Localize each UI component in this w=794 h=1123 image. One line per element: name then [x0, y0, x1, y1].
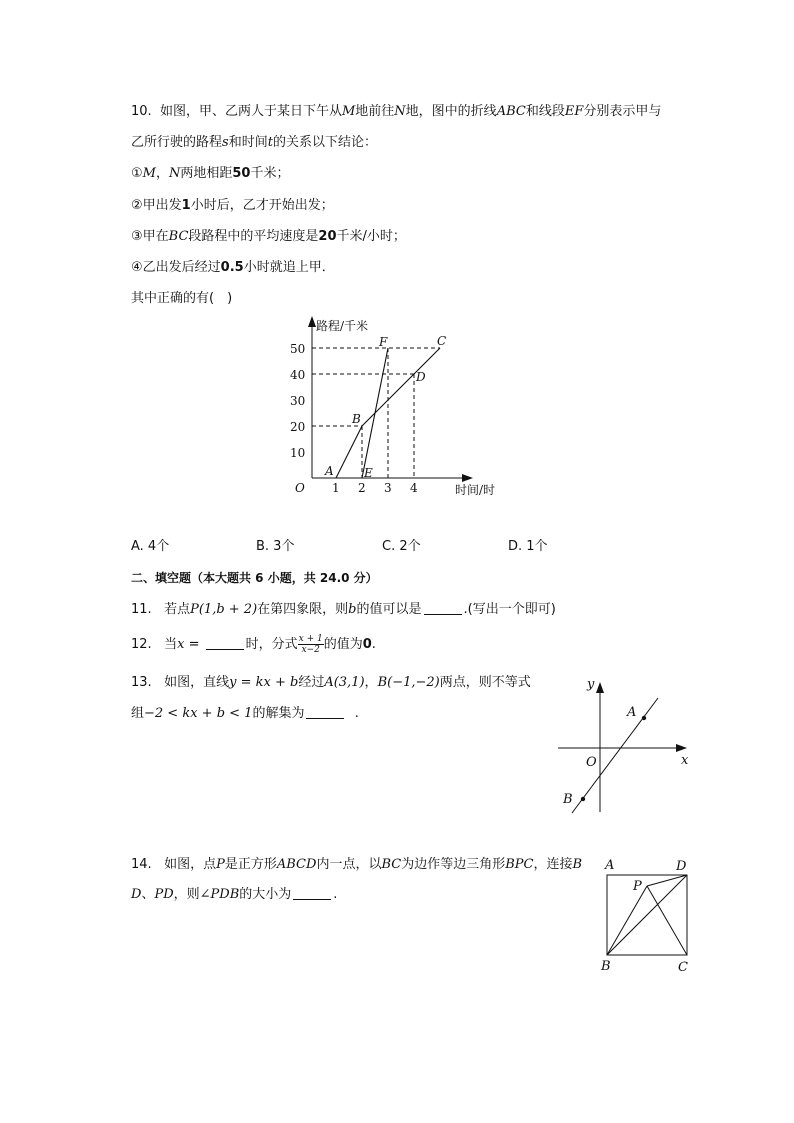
q13-line2-c: .	[354, 706, 359, 721]
conclusion-2-a: ②甲出发	[131, 198, 182, 213]
q10-stem-d: 和线段	[525, 104, 565, 119]
conclusion-3-BC: BC	[168, 229, 189, 244]
q10-stem-e: 分别表示甲与	[583, 104, 662, 119]
q14-answer-blank[interactable]	[293, 885, 331, 900]
point-D-label: D	[416, 370, 426, 384]
q12-line	[131, 634, 376, 655]
point-P-label: P	[633, 879, 642, 894]
q14-a: 如图，点	[164, 857, 217, 872]
y-axis-arrow	[308, 316, 316, 327]
q13-line-eq: y = kx + b	[229, 675, 299, 690]
q12-answer-blank[interactable]	[206, 635, 244, 650]
q10-s: s	[222, 135, 229, 150]
conclusion-1-text-b: 千米；	[250, 166, 290, 181]
y-axis-arrow	[596, 682, 604, 693]
option-c: C. 2个	[382, 539, 421, 554]
x-axis-arrow	[462, 474, 473, 482]
q13-answer-blank[interactable]	[306, 704, 344, 719]
q12-denominator: x−2	[301, 645, 320, 655]
q14-BC: BC	[381, 857, 402, 872]
q14-e: ，连接	[533, 857, 573, 872]
q13-A: A(3,1)	[324, 675, 365, 690]
y-tick-50: 50	[290, 342, 306, 356]
q12-number: 12.	[131, 637, 152, 652]
q14-BPC: BPC	[505, 857, 534, 872]
conclusion-1-M: M	[142, 166, 156, 181]
q14-line2-b: ，则	[173, 887, 200, 902]
q13-line2	[131, 704, 359, 724]
y-tick-10: 10	[290, 446, 306, 460]
q10-line2-a: 乙所行驶的路程	[131, 135, 223, 150]
q10-conclusion-2	[131, 196, 334, 216]
conclusion-2-num: 1	[181, 198, 191, 213]
q14-PD: PD	[154, 887, 174, 902]
q13-ineq: −2 < kx + b < 1	[144, 706, 253, 721]
q10-EF: EF	[564, 104, 584, 119]
q14-number: 14.	[131, 857, 152, 872]
q14-line2-d: .	[333, 887, 338, 902]
conclusion-3-a: ③甲在	[131, 229, 169, 244]
q10-number: 10.	[131, 104, 152, 119]
conclusion-4-num: 0.5	[220, 260, 244, 275]
q10-conclusion-3	[131, 227, 406, 247]
origin-label: O	[295, 481, 305, 495]
diagonal-BD	[607, 875, 687, 955]
conclusion-4-a: ④乙出发后经过	[131, 260, 221, 275]
point-A-label: A	[325, 464, 334, 478]
conclusion-4-b: 小时就追上甲．	[243, 260, 335, 275]
q13-line1	[131, 673, 531, 693]
conclusion-1-num: 50	[232, 166, 251, 181]
point-B-label: B	[563, 792, 573, 807]
q10-line1	[131, 102, 661, 122]
vertex-D-label: D	[676, 859, 687, 874]
origin-label: O	[586, 755, 597, 770]
line-AB	[572, 698, 658, 813]
point-A-label: A	[627, 705, 637, 720]
x-axis-arrow	[676, 744, 687, 752]
conclusion-3-num: 20	[318, 229, 337, 244]
q11-P: P(1,b + 2)	[190, 602, 258, 617]
q11-line	[131, 600, 556, 620]
q14-angle: ∠PDB	[199, 887, 240, 902]
q10-conclusion-4	[131, 258, 335, 278]
option-a: A. 4个	[131, 539, 170, 554]
q12-d: .	[371, 637, 376, 652]
point-A	[642, 716, 646, 720]
x-tick-2: 2	[358, 481, 366, 495]
q14-B-end: B	[572, 857, 583, 872]
q10-conclusion-1	[131, 164, 289, 184]
q12-b: 时，分式	[245, 637, 298, 652]
vertex-C-label: C	[678, 960, 688, 975]
q10-line2-b: 和时间	[228, 135, 268, 150]
q12-eq: =	[184, 637, 204, 652]
x-axis-label: 时间/时	[455, 483, 496, 497]
option-b: B. 3个	[256, 539, 295, 554]
conclusion-1-mark: ①	[131, 166, 143, 181]
q11-b: 在第四象限，则	[257, 602, 349, 617]
q10-stem-a: 如图，甲、乙两人于某日下午从	[159, 104, 342, 119]
q10-M: M	[341, 104, 356, 119]
vertex-A-label: A	[605, 858, 615, 873]
q13-c: ，	[364, 675, 378, 690]
q10-stem-c: 地，图中的折线	[405, 104, 497, 119]
q10-stem-b: 地前往	[355, 104, 395, 119]
conclusion-3-b: 段路程中的平均速度是	[188, 229, 319, 244]
q14-P: P	[216, 857, 225, 872]
q11-answer-blank[interactable]	[424, 600, 462, 615]
distance-time-graph	[285, 312, 505, 502]
q11-d: .(写出一个即可)	[463, 602, 556, 617]
point-F-label: F	[379, 335, 388, 349]
y-tick-40: 40	[290, 368, 306, 382]
point-B-label: B	[352, 412, 361, 426]
section-2-title: 二、填空题（本大题共 6 小题，共 24.0 分）	[131, 571, 378, 585]
q14-c: 内一点，以	[316, 857, 382, 872]
square-figure	[596, 855, 700, 975]
q14-line1	[131, 855, 582, 875]
x-tick-4: 4	[410, 481, 418, 495]
conclusion-1-N: N	[168, 166, 181, 181]
point-E-label: E	[364, 466, 373, 480]
q13-line2-a: 组	[131, 706, 145, 721]
q11-var: b	[348, 602, 357, 617]
q12-numerator: x + 1	[298, 634, 323, 644]
q13-d: 两点，则不等式	[439, 675, 531, 690]
conclusion-3-c: 千米/小时；	[336, 229, 406, 244]
linear-function-graph	[555, 672, 695, 817]
q11-number: 11.	[131, 602, 152, 617]
q13-line2-b: 的解集为	[252, 706, 305, 721]
q14-line2-c: 的大小为	[239, 887, 292, 902]
q13-a: 如图，直线	[164, 675, 230, 690]
x-tick-1: 1	[332, 481, 340, 495]
option-d: D. 1个	[508, 539, 548, 554]
conclusion-2-b: 小时后，乙才开始出发；	[190, 198, 334, 213]
q14-line2	[131, 885, 337, 905]
segment-PC	[647, 886, 687, 955]
q12-fraction	[298, 634, 324, 655]
x-tick-3: 3	[384, 481, 392, 495]
q12-a: 当	[164, 637, 178, 652]
q14-ABCD: ABCD	[276, 857, 317, 872]
x-axis-label: x	[681, 753, 689, 768]
y-tick-20: 20	[290, 420, 306, 434]
conclusion-1-sep: ，	[155, 166, 169, 181]
q14-line2-D: D	[131, 887, 142, 902]
q14-line2-a: 、	[141, 887, 155, 902]
q11-c: 的值可以是	[356, 602, 422, 617]
y-axis-label: y	[587, 677, 595, 692]
q12-x: x	[177, 637, 185, 652]
q10-line2	[131, 133, 377, 153]
q13-number: 13.	[131, 675, 152, 690]
q10-ABC: ABC	[496, 104, 526, 119]
q10-line2-c: 的关系以下结论：	[272, 135, 377, 150]
q12-c: 的值为	[323, 637, 363, 652]
point-B	[581, 797, 585, 801]
q11-a: 若点	[164, 602, 191, 617]
y-tick-30: 30	[290, 394, 306, 408]
q10-t: t	[267, 135, 273, 150]
segment-EF	[362, 348, 388, 478]
q14-b: 是正方形	[224, 857, 277, 872]
q13-b: 经过	[298, 675, 325, 690]
q14-d: 为边作等边三角形	[401, 857, 506, 872]
vertex-B-label: B	[601, 959, 611, 974]
q10-N: N	[394, 104, 406, 119]
conclusion-1-text-a: 两地相距	[180, 166, 233, 181]
q12-zero: 0	[362, 637, 372, 652]
point-C-label: C	[437, 334, 447, 348]
q13-B: B(−1,−2)	[377, 675, 440, 690]
y-axis-label: 路程/千米	[316, 319, 369, 333]
q10-ask: 其中正确的有( )	[131, 291, 233, 306]
